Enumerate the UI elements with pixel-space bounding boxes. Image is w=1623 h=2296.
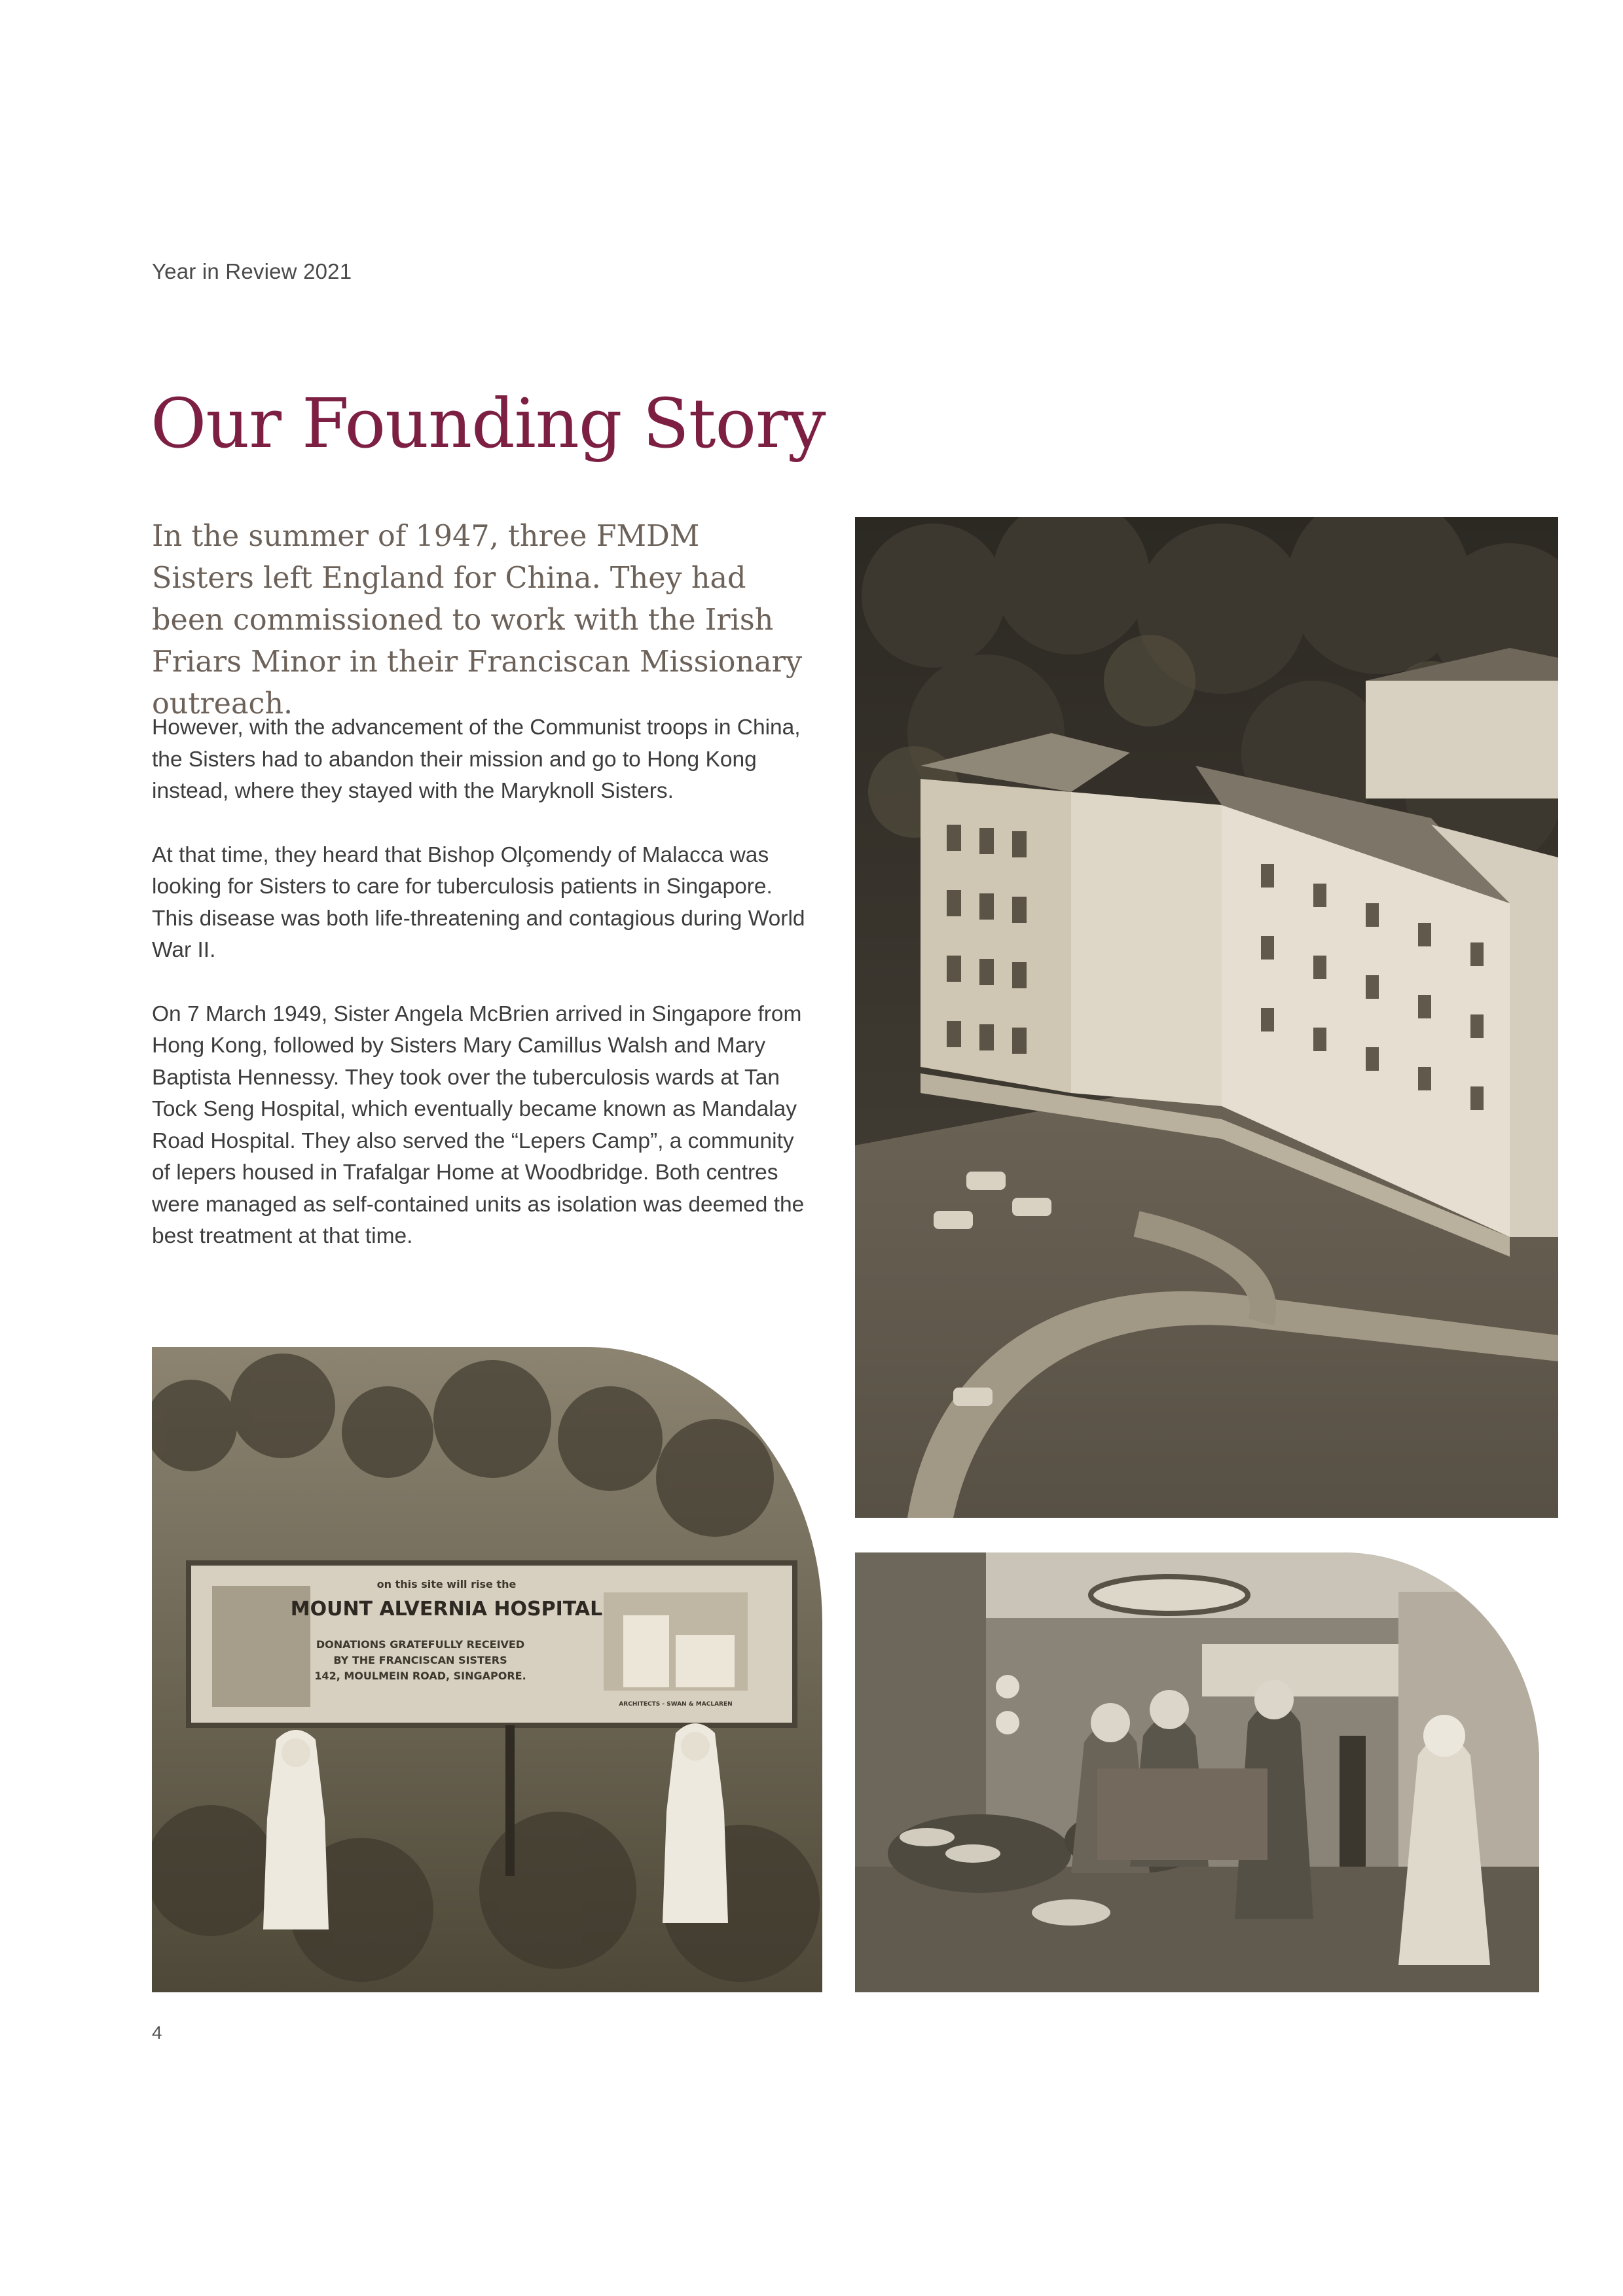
sign-line-1: on this site will rise the: [376, 1578, 517, 1590]
sign-line-3: DONATIONS GRATEFULLY RECEIVED: [316, 1638, 525, 1651]
body-text: [152, 712, 807, 1285]
lede-paragraph: In the summer of 1947, three FMDM Sisters left England for China. They had been commissioned to work with the Irish Friars Minor in their Franciscan Missionary outreach.: [152, 520, 803, 721]
sign-line-6: ARCHITECTS - SWAN & MACLAREN: [619, 1701, 733, 1708]
operating-theatre-photo: [855, 1552, 1539, 1992]
body-paragraph-2: At that time, they heard that Bishop Olçomendy of Malacca was looking for Sisters to care for tuberculosis patients in Singapore. This disease was both life-threatening and contagious during World War II.: [152, 842, 805, 962]
body-paragraph-1: However, with the advancement of the Communist troops in China, the Sisters had to abandon their mission and go to Hong Kong instead, where they stayed with the Maryknoll Sisters.: [152, 715, 801, 803]
sign-line-2: MOUNT ALVERNIA HOSPITAL: [290, 1598, 603, 1621]
sign-line-5: 142, MOULMEIN ROAD, SINGAPORE.: [314, 1670, 526, 1682]
hospital-aerial-photo: [855, 517, 1558, 1518]
header-label: Year in Review 2021: [152, 259, 352, 283]
body-paragraph-3: On 7 March 1949, Sister Angela McBrien arrived in Singapore from Hong Kong, followed by Sisters Mary Camillus Walsh and Mary Baptista Hennessy. They took over the tuberculosis wards at Tan Tock Seng Hospital, which eventually became known as Mandalay Road Hospital. They also served the “Lepers Camp”, a community of lepers housed in Trafalgar Home at Woodbridge. Both centres were managed as self-contained units as isolation was deemed the best treatment at that time.: [152, 1001, 805, 1248]
page-number: 4: [152, 2022, 162, 2043]
hospital-site-sign-photo: [152, 1347, 822, 1992]
sign-line-4: BY THE FRANCISCAN SISTERS: [333, 1654, 507, 1666]
page-title: Our Founding Story: [151, 384, 826, 463]
